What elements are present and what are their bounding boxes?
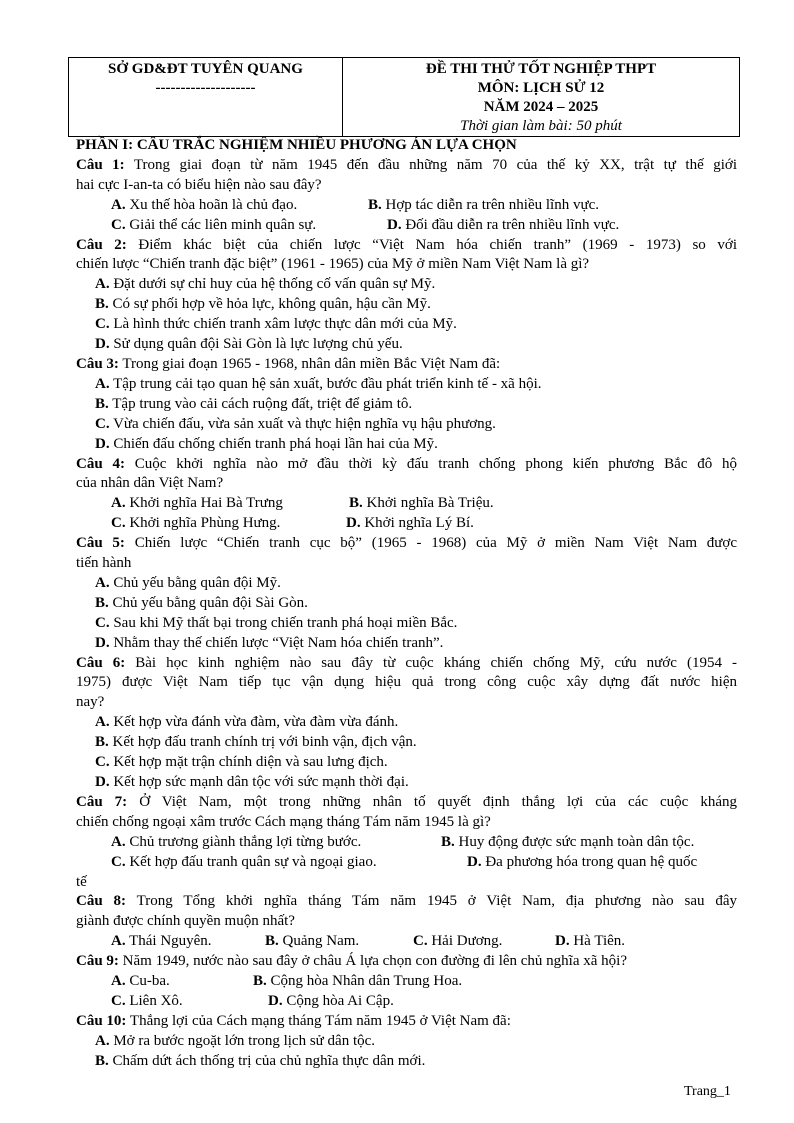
question-text: của nhân dân Việt Nam? xyxy=(76,475,224,492)
question-text: Năm 1949, nước nào sau đây ở châu Á lựa chọn con đường đi lên chủ nghĩa xã hội? xyxy=(118,953,627,970)
answer-option: D. Khởi nghĩa Lý Bí. xyxy=(346,515,474,532)
question-label: Câu 9: xyxy=(76,953,119,970)
question-4 xyxy=(76,455,737,475)
answer-option: A. Kết hợp vừa đánh vừa đàm, vừa đàm vừa đánh. xyxy=(95,714,399,731)
answer-option: B. Khởi nghĩa Bà Triệu. xyxy=(349,495,494,512)
answer-option: C. Liên Xô. xyxy=(111,992,183,1009)
question-text: tiến hành xyxy=(76,555,132,572)
exam-title: ĐỀ THI THỬ TỐT NGHIỆP THPT xyxy=(425,61,657,77)
answer-option: A. Chủ trương giành thắng lợi từng bước. xyxy=(111,833,362,850)
question-text: chiến lược “Chiến tranh đặc biệt” (1961 - 1965) của Mỹ ở miền Nam Việt Nam là gì? xyxy=(76,256,590,273)
answer-row xyxy=(76,494,737,514)
header-right xyxy=(343,58,739,136)
question-8 xyxy=(76,892,737,912)
question-label: Câu 1: xyxy=(76,156,125,173)
answer-option: B. Chủ yếu bằng quân đội Sài Gòn. xyxy=(95,594,308,611)
answer-continuation: tế xyxy=(76,873,87,890)
answer-row xyxy=(76,932,737,952)
question-1 xyxy=(76,156,737,176)
question-text: Điểm khác biệt của chiến lược “Việt Nam hóa chiến tranh” (1969 - 1973) so với xyxy=(126,236,737,253)
question-label: Câu 8: xyxy=(76,893,127,910)
section-title: PHẦN I: CÂU TRẮC NGHIỆM NHIỀU PHƯƠNG ÁN LỰA CHỌN xyxy=(76,137,517,153)
exam-header xyxy=(68,57,740,137)
answer-option: B. Cộng hòa Nhân dân Trung Hoa. xyxy=(253,973,463,990)
exam-year: NĂM 2024 – 2025 xyxy=(483,99,599,115)
answer-option: C. Khởi nghĩa Phùng Hưng. xyxy=(111,515,281,532)
page-number: Trang_1 xyxy=(684,1084,731,1099)
answer-option: A. Chủ yếu bằng quân đội Mỹ. xyxy=(95,574,281,591)
answer-option: A. Khởi nghĩa Hai Bà Trưng xyxy=(111,495,283,512)
question-text: Bài học kinh nghiệm nào sau đây từ cuộc kháng chiến chống Mỹ, cứu nước (1954 - xyxy=(125,654,737,671)
answer-row xyxy=(76,853,737,873)
answer-row xyxy=(76,833,737,853)
department-name: SỞ GD&ĐT TUYÊN QUANG xyxy=(108,61,303,77)
question-text: Cuộc khởi nghĩa nào mở đầu thời kỳ đấu tranh chống phong kiến phương Bắc đô hộ xyxy=(124,455,737,472)
answer-option: D. Nhằm thay thế chiến lược “Việt Nam hóa chiến tranh”. xyxy=(95,634,444,651)
answer-row xyxy=(76,196,737,216)
question-5 xyxy=(76,534,737,554)
question-text: Thắng lợi của Cách mạng tháng Tám năm 1945 ở Việt Nam đã: xyxy=(126,1012,511,1029)
answer-option: C. Kết hợp đấu tranh quân sự và ngoại giao. xyxy=(111,853,377,870)
question-6 xyxy=(76,654,737,674)
exam-subject: MÔN: LỊCH SỬ 12 xyxy=(477,80,605,96)
answer-row xyxy=(76,972,737,992)
answer-option: B. Chấm dứt ách thống trị của chủ nghĩa thực dân mới. xyxy=(95,1052,426,1069)
question-7 xyxy=(76,793,737,813)
question-text: hai cực I-an-ta có biểu hiện nào sau đây? xyxy=(76,176,322,193)
answer-option: D. Hà Tiên. xyxy=(555,933,626,950)
question-text: nay? xyxy=(76,694,105,711)
answer-option: A. Mở ra bước ngoặt lớn trong lịch sử dân tộc. xyxy=(95,1032,376,1049)
answer-row xyxy=(76,992,737,1012)
header-left xyxy=(69,58,343,136)
answer-option: D. Cộng hòa Ai Cập. xyxy=(268,992,394,1009)
answer-option: B. Có sự phối hợp về hỏa lực, không quân, hậu cần Mỹ. xyxy=(95,296,431,313)
question-text: giành được chính quyền muộn nhất? xyxy=(76,913,295,930)
answer-option: B. Hợp tác diễn ra trên nhiều lĩnh vực. xyxy=(368,196,600,213)
question-label: Câu 3: xyxy=(76,355,119,372)
question-text: 1975) được Việt Nam tiếp tục vận dụng hiệu quả trong công cuộc xây dựng đất nước hiện xyxy=(76,674,737,691)
answer-option: B. Huy động được sức mạnh toàn dân tộc. xyxy=(441,833,695,850)
answer-option: B. Kết hợp đấu tranh chính trị với binh vận, địch vận. xyxy=(95,734,417,751)
question-label: Câu 4: xyxy=(76,455,125,472)
header-divider: -------------------- xyxy=(155,80,256,96)
question-label: Câu 10: xyxy=(76,1012,127,1029)
answer-option: A. Tập trung cải tạo quan hệ sản xuất, bước đầu phát triển kinh tế - xã hội. xyxy=(95,375,542,392)
answer-option: B. Quảng Nam. xyxy=(265,933,360,950)
answer-option: D. Kết hợp sức mạnh dân tộc với sức mạnh thời đại. xyxy=(95,774,409,790)
answer-option: A. Thái Nguyên. xyxy=(111,933,212,950)
question-text: Trong giai đoạn từ năm 1945 đến đầu những năm 70 của thế kỷ XX, trật tự thế giới xyxy=(124,156,737,173)
question-2 xyxy=(76,236,737,256)
question-text: Trong giai đoạn 1965 - 1968, nhân dân miền Bắc Việt Nam đã: xyxy=(118,355,501,372)
question-text: Chiến lược “Chiến tranh cục bộ” (1965 - 1968) của Mỹ ở miền Nam Việt Nam được xyxy=(124,535,738,552)
answer-row xyxy=(76,514,737,534)
exam-content xyxy=(76,136,737,1072)
answer-option: B. Tập trung vào cải cách ruộng đất, triệt để giảm tô. xyxy=(95,395,413,412)
question-label: Câu 2: xyxy=(76,236,127,253)
answer-option: C. Là hình thức chiến tranh xâm lược thực dân mới của Mỹ. xyxy=(95,316,457,333)
answer-option: C. Hải Dương. xyxy=(413,933,503,950)
question-text: Trong Tổng khởi nghĩa tháng Tám năm 1945 ở Việt Nam, địa phương nào sau đây xyxy=(126,893,738,910)
question-text: chiến chống ngoại xâm trước Cách mạng tháng Tám năm 1945 là gì? xyxy=(76,813,491,830)
answer-option: D. Sử dụng quân đội Sài Gòn là lực lượng chủ yếu. xyxy=(95,336,403,353)
answer-option: D. Đối đầu diễn ra trên nhiều lĩnh vực. xyxy=(387,216,620,233)
answer-option: C. Sau khi Mỹ thất bại trong chiến tranh phá hoại miền Bắc. xyxy=(95,614,458,631)
answer-option: C. Giải thể các liên minh quân sự. xyxy=(111,216,317,233)
question-label: Câu 5: xyxy=(76,535,125,552)
answer-option: D. Chiến đấu chống chiến tranh phá hoại lần hai của Mỹ. xyxy=(95,435,438,452)
exam-duration: Thời gian làm bài: 50 phút xyxy=(460,118,622,134)
answer-option: C. Kết hợp mặt trận chính diện và sau lưng địch. xyxy=(95,754,388,771)
question-9 xyxy=(76,952,737,972)
question-text: Ở Việt Nam, một trong những nhân tố quyết định thắng lợi của các cuộc kháng xyxy=(127,793,737,810)
answer-option: A. Đặt dưới sự chỉ huy của hệ thống cố vấn quân sự Mỹ. xyxy=(95,276,436,293)
answer-option: D. Đa phương hóa trong quan hệ quốc xyxy=(467,853,698,870)
answer-option: A. Cu-ba. xyxy=(111,973,170,990)
question-label: Câu 6: xyxy=(76,654,126,671)
question-10 xyxy=(76,1012,737,1032)
question-3 xyxy=(76,355,737,375)
answer-row xyxy=(76,216,737,236)
answer-option: C. Vừa chiến đấu, vừa sản xuất và thực hiện nghĩa vụ hậu phương. xyxy=(95,415,496,432)
answer-option: A. Xu thế hòa hoãn là chủ đạo. xyxy=(111,196,298,213)
question-label: Câu 7: xyxy=(76,793,128,810)
